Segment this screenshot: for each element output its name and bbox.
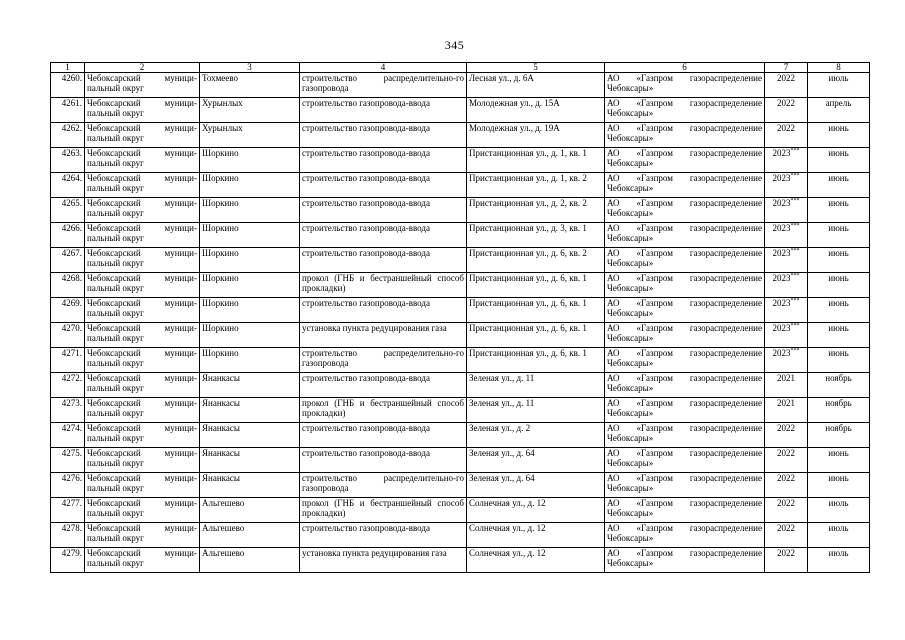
cell-district: Чебоксарский муници-пальный округ	[85, 448, 200, 473]
cell-row-number: 4274.	[51, 423, 85, 448]
cell-work-type: строительство газопровода-ввода	[300, 248, 467, 273]
table-row	[51, 523, 870, 548]
cell-work-type: строительство газопровода-ввода	[300, 298, 467, 323]
cell-address: Пристанционная ул., д. 1, кв. 1	[467, 148, 605, 173]
cell-month: июнь	[808, 248, 870, 273]
cell-row-number: 4264.	[51, 173, 85, 198]
cell-settlement: Янанкасы	[200, 423, 300, 448]
cell-month: июнь	[808, 473, 870, 498]
cell-work-type: строительство газопровода-ввода	[300, 98, 467, 123]
table-row	[51, 548, 870, 573]
cell-address: Молодежная ул., д. 15А	[467, 98, 605, 123]
cell-work-type: строительство газопровода-ввода	[300, 523, 467, 548]
cell-year	[765, 148, 808, 173]
cell-settlement: Шоркино	[200, 348, 300, 373]
cell-district: Чебоксарский муници-пальный округ	[85, 323, 200, 348]
cell-address: Пристанционная ул., д. 2, кв. 2	[467, 198, 605, 223]
year-value: 2022	[777, 473, 795, 483]
table-row	[51, 198, 870, 223]
cell-district: Чебоксарский муници-пальный округ	[85, 298, 200, 323]
year-value: 2023	[772, 223, 791, 233]
cell-work-type: строительство распределительно-го газопровода	[300, 73, 467, 98]
cell-row-number: 4269.	[51, 298, 85, 323]
table-row	[51, 173, 870, 198]
cell-month: апрель	[808, 98, 870, 123]
cell-year	[765, 173, 808, 198]
cell-row-number: 4268.	[51, 273, 85, 298]
cell-address: Солнечная ул., д. 12	[467, 523, 605, 548]
year-value: 2022	[777, 123, 795, 133]
cell-settlement: Шоркино	[200, 273, 300, 298]
cell-row-number: 4277.	[51, 498, 85, 523]
cell-settlement: Альгешево	[200, 548, 300, 573]
cell-year	[765, 423, 808, 448]
cell-work-type: строительство распределительно-го газопровода	[300, 348, 467, 373]
table-row	[51, 123, 870, 148]
cell-year	[765, 123, 808, 148]
cell-year	[765, 273, 808, 298]
cell-address: Лесная ул., д. 6А	[467, 73, 605, 98]
table-row	[51, 98, 870, 123]
cell-district: Чебоксарский муници-пальный округ	[85, 123, 200, 148]
cell-district: Чебоксарский муници-пальный округ	[85, 523, 200, 548]
cell-work-type: строительство газопровода-ввода	[300, 448, 467, 473]
cell-month: июнь	[808, 448, 870, 473]
cell-address: Молодежная ул., д. 19А	[467, 123, 605, 148]
cell-month: ноябрь	[808, 398, 870, 423]
cell-organization: АО «Газпром газораспределение Чебоксары»	[605, 298, 765, 323]
cell-address: Пристанционная ул., д. 3, кв. 1	[467, 223, 605, 248]
cell-organization: АО «Газпром газораспределение Чебоксары»	[605, 473, 765, 498]
cell-month: июнь	[808, 298, 870, 323]
cell-year	[765, 248, 808, 273]
cell-address: Зеленая ул., д. 11	[467, 398, 605, 423]
cell-district: Чебоксарский муници-пальный округ	[85, 273, 200, 298]
table-row	[51, 298, 870, 323]
cell-month: ноябрь	[808, 423, 870, 448]
cell-address: Солнечная ул., д. 12	[467, 498, 605, 523]
table-body	[51, 73, 870, 573]
year-value: 2022	[777, 498, 795, 508]
cell-month: июль	[808, 548, 870, 573]
cell-organization: АО «Газпром газораспределение Чебоксары»	[605, 498, 765, 523]
cell-settlement: Шоркино	[200, 248, 300, 273]
year-value: 2023	[772, 173, 791, 183]
cell-settlement: Шоркино	[200, 298, 300, 323]
cell-row-number: 4265.	[51, 198, 85, 223]
cell-row-number: 4279.	[51, 548, 85, 573]
column-header: 7	[765, 63, 808, 73]
cell-work-type: строительство газопровода-ввода	[300, 423, 467, 448]
cell-address: Зеленая ул., д. 64	[467, 448, 605, 473]
cell-year	[765, 548, 808, 573]
cell-district: Чебоксарский муници-пальный округ	[85, 148, 200, 173]
table-row	[51, 148, 870, 173]
cell-address: Зеленая ул., д. 2	[467, 423, 605, 448]
cell-work-type: прокол (ГНБ и бестраншейный способ прокладки)	[300, 498, 467, 523]
year-value: 2023	[772, 198, 791, 208]
cell-year	[765, 373, 808, 398]
table-row	[51, 473, 870, 498]
cell-district: Чебоксарский муници-пальный округ	[85, 373, 200, 398]
footnote-mark: ***	[790, 198, 800, 204]
cell-organization: АО «Газпром газораспределение Чебоксары»	[605, 348, 765, 373]
column-header: 5	[467, 63, 605, 73]
column-number-row	[51, 63, 870, 73]
cell-year	[765, 223, 808, 248]
cell-address: Пристанционная ул., д. 6, кв. 1	[467, 348, 605, 373]
cell-settlement: Альгешево	[200, 498, 300, 523]
year-value: 2023	[772, 248, 791, 258]
footnote-mark: ***	[790, 323, 800, 329]
footnote-mark: ***	[790, 223, 800, 229]
cell-organization: АО «Газпром газораспределение Чебоксары»	[605, 548, 765, 573]
cell-district: Чебоксарский муници-пальный округ	[85, 248, 200, 273]
cell-organization: АО «Газпром газораспределение Чебоксары»	[605, 123, 765, 148]
cell-settlement: Янанкасы	[200, 448, 300, 473]
footnote-mark: ***	[790, 173, 800, 179]
year-value: 2021	[777, 373, 795, 383]
year-value: 2021	[777, 398, 795, 408]
cell-row-number: 4262.	[51, 123, 85, 148]
cell-row-number: 4273.	[51, 398, 85, 423]
table-row	[51, 323, 870, 348]
cell-work-type: установка пункта редуцирования газа	[300, 323, 467, 348]
cell-organization: АО «Газпром газораспределение Чебоксары»	[605, 248, 765, 273]
column-header: 4	[300, 63, 467, 73]
footnote-mark: ***	[790, 148, 800, 154]
cell-district: Чебоксарский муници-пальный округ	[85, 498, 200, 523]
cell-settlement: Шоркино	[200, 148, 300, 173]
cell-settlement: Хурынлых	[200, 98, 300, 123]
table-row	[51, 448, 870, 473]
cell-row-number: 4270.	[51, 323, 85, 348]
cell-address: Пристанционная ул., д. 6, кв. 1	[467, 298, 605, 323]
cell-month: июль	[808, 523, 870, 548]
year-value: 2022	[777, 548, 795, 558]
cell-settlement: Шоркино	[200, 223, 300, 248]
cell-settlement: Альгешево	[200, 523, 300, 548]
cell-year	[765, 473, 808, 498]
cell-year	[765, 398, 808, 423]
year-value: 2022	[777, 523, 795, 533]
cell-organization: АО «Газпром газораспределение Чебоксары»	[605, 373, 765, 398]
cell-address: Солнечная ул., д. 12	[467, 548, 605, 573]
cell-work-type: строительство газопровода-ввода	[300, 223, 467, 248]
cell-month: ноябрь	[808, 373, 870, 398]
cell-district: Чебоксарский муници-пальный округ	[85, 423, 200, 448]
footnote-mark: ***	[790, 273, 800, 279]
table-row	[51, 348, 870, 373]
cell-district: Чебоксарский муници-пальный округ	[85, 398, 200, 423]
cell-address: Пристанционная ул., д. 6, кв. 2	[467, 248, 605, 273]
year-value: 2022	[777, 448, 795, 458]
footnote-mark: ***	[790, 348, 800, 354]
cell-address: Зеленая ул., д. 64	[467, 473, 605, 498]
cell-row-number: 4275.	[51, 448, 85, 473]
table-row	[51, 498, 870, 523]
cell-organization: АО «Газпром газораспределение Чебоксары»	[605, 223, 765, 248]
cell-address: Пристанционная ул., д. 6, кв. 1	[467, 323, 605, 348]
year-value: 2022	[777, 73, 795, 83]
cell-year	[765, 198, 808, 223]
cell-year	[765, 348, 808, 373]
cell-year	[765, 298, 808, 323]
gasification-table	[50, 62, 870, 573]
cell-settlement: Шоркино	[200, 323, 300, 348]
cell-month: июль	[808, 498, 870, 523]
cell-organization: АО «Газпром газораспределение Чебоксары»	[605, 73, 765, 98]
cell-year	[765, 98, 808, 123]
cell-district: Чебоксарский муници-пальный округ	[85, 98, 200, 123]
year-value: 2023	[772, 348, 791, 358]
year-value: 2023	[772, 273, 791, 283]
cell-work-type: строительство газопровода-ввода	[300, 123, 467, 148]
cell-row-number: 4278.	[51, 523, 85, 548]
cell-year	[765, 448, 808, 473]
column-header: 2	[85, 63, 200, 73]
cell-work-type: строительство газопровода-ввода	[300, 173, 467, 198]
cell-settlement: Шоркино	[200, 198, 300, 223]
footnote-mark: ***	[790, 248, 800, 254]
column-header: 8	[808, 63, 870, 73]
table-row	[51, 423, 870, 448]
cell-organization: АО «Газпром газораспределение Чебоксары»	[605, 448, 765, 473]
year-value: 2023	[772, 148, 791, 158]
year-value: 2023	[772, 298, 791, 308]
cell-month: июнь	[808, 348, 870, 373]
cell-month: июнь	[808, 173, 870, 198]
cell-settlement: Тохмеево	[200, 73, 300, 98]
cell-settlement: Янанкасы	[200, 373, 300, 398]
cell-row-number: 4266.	[51, 223, 85, 248]
cell-address: Зеленая ул., д. 11	[467, 373, 605, 398]
cell-month: июнь	[808, 273, 870, 298]
cell-address: Пристанционная ул., д. 6, кв. 1	[467, 273, 605, 298]
cell-work-type: строительство газопровода-ввода	[300, 148, 467, 173]
cell-month: июнь	[808, 148, 870, 173]
column-header: 1	[51, 63, 85, 73]
cell-month: июль	[808, 73, 870, 98]
year-value: 2022	[777, 423, 795, 433]
cell-district: Чебоксарский муници-пальный округ	[85, 473, 200, 498]
cell-settlement: Хурынлых	[200, 123, 300, 148]
cell-year	[765, 73, 808, 98]
cell-organization: АО «Газпром газораспределение Чебоксары»	[605, 198, 765, 223]
cell-work-type: строительство газопровода-ввода	[300, 373, 467, 398]
year-value: 2023	[772, 323, 791, 333]
cell-district: Чебоксарский муници-пальный округ	[85, 548, 200, 573]
cell-row-number: 4272.	[51, 373, 85, 398]
cell-work-type: прокол (ГНБ и бестраншейный способ прокладки)	[300, 273, 467, 298]
cell-district: Чебоксарский муници-пальный округ	[85, 348, 200, 373]
table-row	[51, 223, 870, 248]
cell-row-number: 4260.	[51, 73, 85, 98]
cell-row-number: 4267.	[51, 248, 85, 273]
cell-year	[765, 498, 808, 523]
cell-row-number: 4261.	[51, 98, 85, 123]
cell-month: июнь	[808, 323, 870, 348]
column-header: 3	[200, 63, 300, 73]
cell-organization: АО «Газпром газораспределение Чебоксары»	[605, 398, 765, 423]
cell-work-type: строительство газопровода-ввода	[300, 198, 467, 223]
cell-month: июнь	[808, 223, 870, 248]
cell-organization: АО «Газпром газораспределение Чебоксары»	[605, 323, 765, 348]
cell-year	[765, 523, 808, 548]
cell-district: Чебоксарский муници-пальный округ	[85, 198, 200, 223]
cell-row-number: 4276.	[51, 473, 85, 498]
cell-district: Чебоксарский муници-пальный округ	[85, 73, 200, 98]
cell-month: июнь	[808, 123, 870, 148]
cell-organization: АО «Газпром газораспределение Чебоксары»	[605, 423, 765, 448]
cell-district: Чебоксарский муници-пальный округ	[85, 173, 200, 198]
cell-work-type: строительство распределительно-го газопровода	[300, 473, 467, 498]
table-row	[51, 248, 870, 273]
table-row	[51, 273, 870, 298]
footnote-mark: ***	[790, 298, 800, 304]
cell-row-number: 4263.	[51, 148, 85, 173]
cell-settlement: Янанкасы	[200, 398, 300, 423]
cell-work-type: установка пункта редуцирования газа	[300, 548, 467, 573]
page-number: 345	[444, 38, 465, 52]
cell-address: Пристанционная ул., д. 1, кв. 2	[467, 173, 605, 198]
cell-year	[765, 323, 808, 348]
table-row	[51, 373, 870, 398]
table-row	[51, 398, 870, 423]
cell-organization: АО «Газпром газораспределение Чебоксары»	[605, 523, 765, 548]
cell-district: Чебоксарский муници-пальный округ	[85, 223, 200, 248]
table-row	[51, 73, 870, 98]
cell-organization: АО «Газпром газораспределение Чебоксары»	[605, 173, 765, 198]
cell-work-type: прокол (ГНБ и бестраншейный способ прокладки)	[300, 398, 467, 423]
cell-organization: АО «Газпром газораспределение Чебоксары»	[605, 273, 765, 298]
cell-organization: АО «Газпром газораспределение Чебоксары»	[605, 98, 765, 123]
year-value: 2022	[777, 98, 795, 108]
cell-settlement: Янанкасы	[200, 473, 300, 498]
column-header: 6	[605, 63, 765, 73]
cell-settlement: Шоркино	[200, 173, 300, 198]
cell-organization: АО «Газпром газораспределение Чебоксары»	[605, 148, 765, 173]
cell-month: июнь	[808, 198, 870, 223]
cell-row-number: 4271.	[51, 348, 85, 373]
